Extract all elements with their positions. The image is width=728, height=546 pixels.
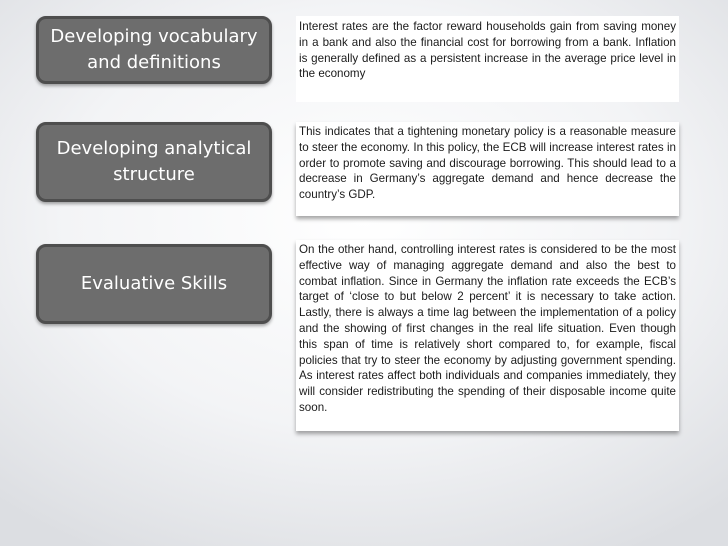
label-vocabulary-definitions-text: Developing vocabulary and definitions: [50, 26, 258, 73]
text-block-vocabulary-text: Interest rates are the factor reward households gain from saving money in a bank and also the financial cost for borrowing from a bank. Inflation is generally defined as a persistent increase in the average price level in the economy: [299, 20, 676, 81]
label-evaluative-skills-text: Evaluative Skills: [80, 273, 228, 294]
text-block-analytical-text: This indicates that a tightening monetary policy is a reasonable measure to steer the economy. In this policy, the ECB will increase interest rates in order to promote saving and discourage borrowing. This should lead to a decrease in Germany’s aggregate demand and hence decrease the country’s GDP.: [299, 125, 676, 202]
text-block-vocabulary: [296, 16, 679, 102]
label-analytical-structure: [36, 122, 272, 202]
text-block-evaluative: [296, 240, 679, 431]
text-block-evaluative-text: On the other hand, controlling interest rates is considered to be the most effective way of managing aggregate demand and also the best to combat inflation. Since in Germany the inflation rate exceeds the ECB’s target of ‘close to but below 2 percent’ it is necessary to take action. Lastly, there is always a time lag between the implementation of a policy and the showing of first changes in the real life situation. Even though this span of time is relatively short compared to, for example, fiscal policies that try to steer the economy by adjusting government spending. As interest rates affect both individuals and companies immediately, they will consider redistributing the spending of their disposable income quite soon.: [299, 243, 676, 414]
label-analytical-structure-text: Developing analytical structure: [56, 138, 252, 185]
label-evaluative-skills: [36, 244, 272, 324]
label-vocabulary-definitions: [36, 16, 272, 84]
text-block-analytical: [296, 122, 679, 216]
